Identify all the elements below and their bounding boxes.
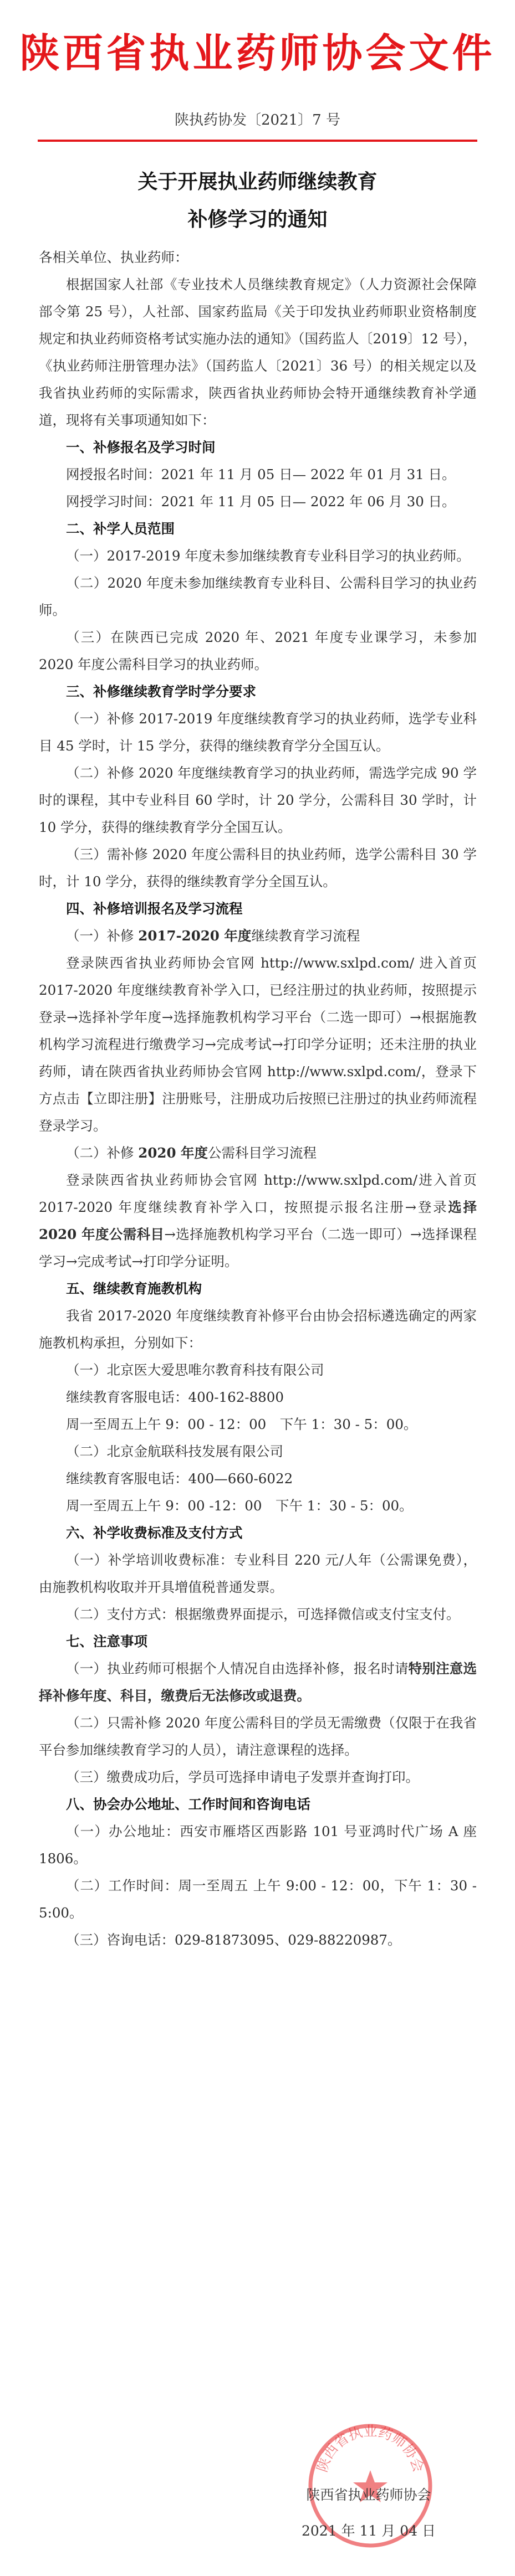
section-5-org1-phone: 继续教育客服电话：400-162-8800 <box>66 1389 284 1405</box>
section-2-title: 二、补学人员范围 <box>66 521 175 537</box>
section-5-org1: （一）北京医大爱思唯尔教育科技有限公司 <box>66 1362 324 1378</box>
notice-title-line2: 补修学习的通知 <box>187 208 328 231</box>
section-7-item2: （二）只需补修 2020 年度公需科目的学员无需缴费（仅限于在我省平台参加继续教育学习的人员），请注意课程的选择。 <box>39 1715 477 1758</box>
sub-b-pre: （二）补修 <box>66 1145 139 1161</box>
sub-b-body-emphasis: 选择 2020 年度公需科目 <box>39 1199 477 1242</box>
document-red-header: 陕西省执业药师协会文件 <box>19 29 496 76</box>
sub-b-post: 公需科目学习流程 <box>208 1145 317 1161</box>
notice-title-line1: 关于开展执业药师继续教育 <box>137 170 378 193</box>
section-8-title: 八、协会办公地址、工作时间和咨询电话 <box>66 1796 310 1812</box>
section-4-title: 四、补修培训报名及学习流程 <box>66 901 243 917</box>
notice-body <box>39 244 477 1953</box>
section-1-title: 一、补修报名及学习时间 <box>66 439 216 455</box>
seal-text: 陕西省执业药师协会 <box>314 2423 427 2474</box>
section-3-title: 三、补修继续教育学时学分要求 <box>66 683 256 700</box>
section-1-line2: 网授学习时间：2021 年 11 月 05 日— 2022 年 06 月 30 日。 <box>66 493 456 510</box>
section-2-item2: （二）2020 年度未参加继续教育专业科目、公需科目学习的执业药师。 <box>39 575 477 618</box>
sub-a-post: 继续教育学习流程 <box>251 928 360 944</box>
section-5-org2: （二）北京金航联科技发展有限公司 <box>66 1443 283 1459</box>
item1-pre: （一）执业药师可根据个人情况自由选择补修，报名时请 <box>66 1660 409 1677</box>
section-5-org1-hours: 周一至周五上午 9：00 - 12：00 下午 1：30 - 5：00。 <box>66 1416 417 1432</box>
section-6-item2: （二）支付方式：根据缴费界面提示，可选择微信或支付宝支付。 <box>66 1606 460 1622</box>
signature-organization: 陕西省执业药师协会 <box>306 2487 431 2503</box>
section-2-item3: （三）在陕西已完成 2020 年、2021 年度专业课学习，未参加 2020 年度公需科目学习的执业药师。 <box>39 629 477 672</box>
section-4-sub-b-body <box>39 1166 477 1275</box>
section-4-sub-a-title <box>39 922 477 949</box>
section-5-intro: 我省 2017-2020 年度继续教育补修平台由协会招标遴选确定的两家施教机构承担，分别如下： <box>39 1308 477 1351</box>
section-5-org2-phone: 继续教育客服电话：400—660-6022 <box>66 1470 293 1487</box>
document-number: 陕执药协发〔2021〕7 号 <box>175 112 340 128</box>
sub-a-emphasis: 2017-2020 年度 <box>138 928 252 944</box>
section-3-item3: （三）需补修 2020 年度公需科目的执业药师，选学公需科目 30 学时，计 10 学分，获得的继续教育学分全国互认。 <box>39 846 477 889</box>
sub-a-pre: （一）补修 <box>66 928 139 944</box>
section-8-item2: （二）工作时间：周一至周五 上午 9:00 - 12：00，下午 1：30 - 5:00。 <box>39 1878 477 1921</box>
svg-text:陕西省执业药师协会 <box>314 2423 426 2474</box>
section-3-item2: （二）补修 2020 年度继续教育学习的执业药师，需选学完成 90 学时的课程，其中专业科目 60 学时，计 20 学分，公需科目 30 学时，计 10 学分，获得的继续教育学分全国互认。 <box>39 765 477 835</box>
section-5-org2-hours: 周一至周五上午 9：00 -12：00 下午 1：30 - 5：00。 <box>66 1498 413 1514</box>
sub-b-body-post: →选择施教机构学习平台（二选一即可）→选择课程学习→完成考试→打印学分证明。 <box>39 1226 477 1269</box>
section-5-title: 五、继续教育施教机构 <box>66 1281 202 1297</box>
section-8-item1: （一）办公地址：西安市雁塔区西影路 101 号亚鸿时代广场 A 座 1806。 <box>39 1823 477 1867</box>
section-7-title: 七、注意事项 <box>66 1633 147 1649</box>
section-3-item1: （一）补修 2017-2019 年度继续教育学习的执业药师，选学专业科目 45 学时，计 15 学分，获得的继续教育学分全国互认。 <box>39 711 477 754</box>
signature-date: 2021 年 11 月 04 日 <box>302 2523 436 2539</box>
red-divider <box>38 140 477 142</box>
section-1-line1: 网授报名时间：2021 年 11 月 05 日— 2022 年 01 月 31 日。 <box>66 466 456 482</box>
section-4-sub-b-title <box>39 1139 477 1166</box>
sub-b-emphasis: 2020 年度 <box>138 1145 208 1161</box>
section-4-sub-a-body: 登录陕西省执业药师协会官网 http://www.sxlpd.com/ 进入首页 2017-2020 年度继续教育补学入口，已经注册过的执业药师，按照提示登录→选择补学年度→选择施教机构学习平台（二选一即可）→根据施教机构学习流程进行缴费学习→完成考试→打印学分证明；还未注册的执业药师，请在陕西省执业药师协会官网 http://www.sxlpd.com/，登录下方点击【立即注册】注册账号，注册成功后按照已注册过的执业药师流程登录学习。 <box>39 955 477 1134</box>
salutation: 各相关单位、执业药师： <box>39 249 188 265</box>
sub-b-body-pre: 登录陕西省执业药师协会官网 http://www.sxlpd.com/进入首页 2017-2020 年度继续教育补学入口，按照提示报名注册→登录 <box>39 1172 477 1215</box>
section-7-item1 <box>39 1655 477 1709</box>
section-6-title: 六、补学收费标准及支付方式 <box>66 1525 243 1541</box>
intro-paragraph: 根据国家人社部《专业技术人员继续教育规定》（人力资源社会保障部令第 25 号），人社部、国家药监局《关于印发执业药师职业资格制度规定和执业药师资格考试实施办法的通知》（国药监人〔2019〕12 号），《执业药师注册管理办法》（国药监人〔2021〕36 号）的相关规定以及我省执业药师的实际需求，陕西省执业药师协会特开通继续教育补学通道，现将有关事项通知如下： <box>39 276 477 428</box>
section-2-item1: （一）2017-2019 年度未参加继续教育专业科目学习的执业药师。 <box>66 548 470 564</box>
section-6-item1: （一）补学培训收费标准：专业科目 220 元/人年（公需课免费），由施教机构收取并开具增值税普通发票。 <box>39 1552 477 1595</box>
section-7-item3: （三）缴费成功后，学员可选择申请电子发票并查询打印。 <box>66 1769 419 1785</box>
section-8-item3: （三）咨询电话：029-81873095、029-88220987。 <box>66 1932 401 1948</box>
item1-emphasis: 特别注意选择补修年度、科目，缴费后无法修改或退费。 <box>39 1660 477 1704</box>
